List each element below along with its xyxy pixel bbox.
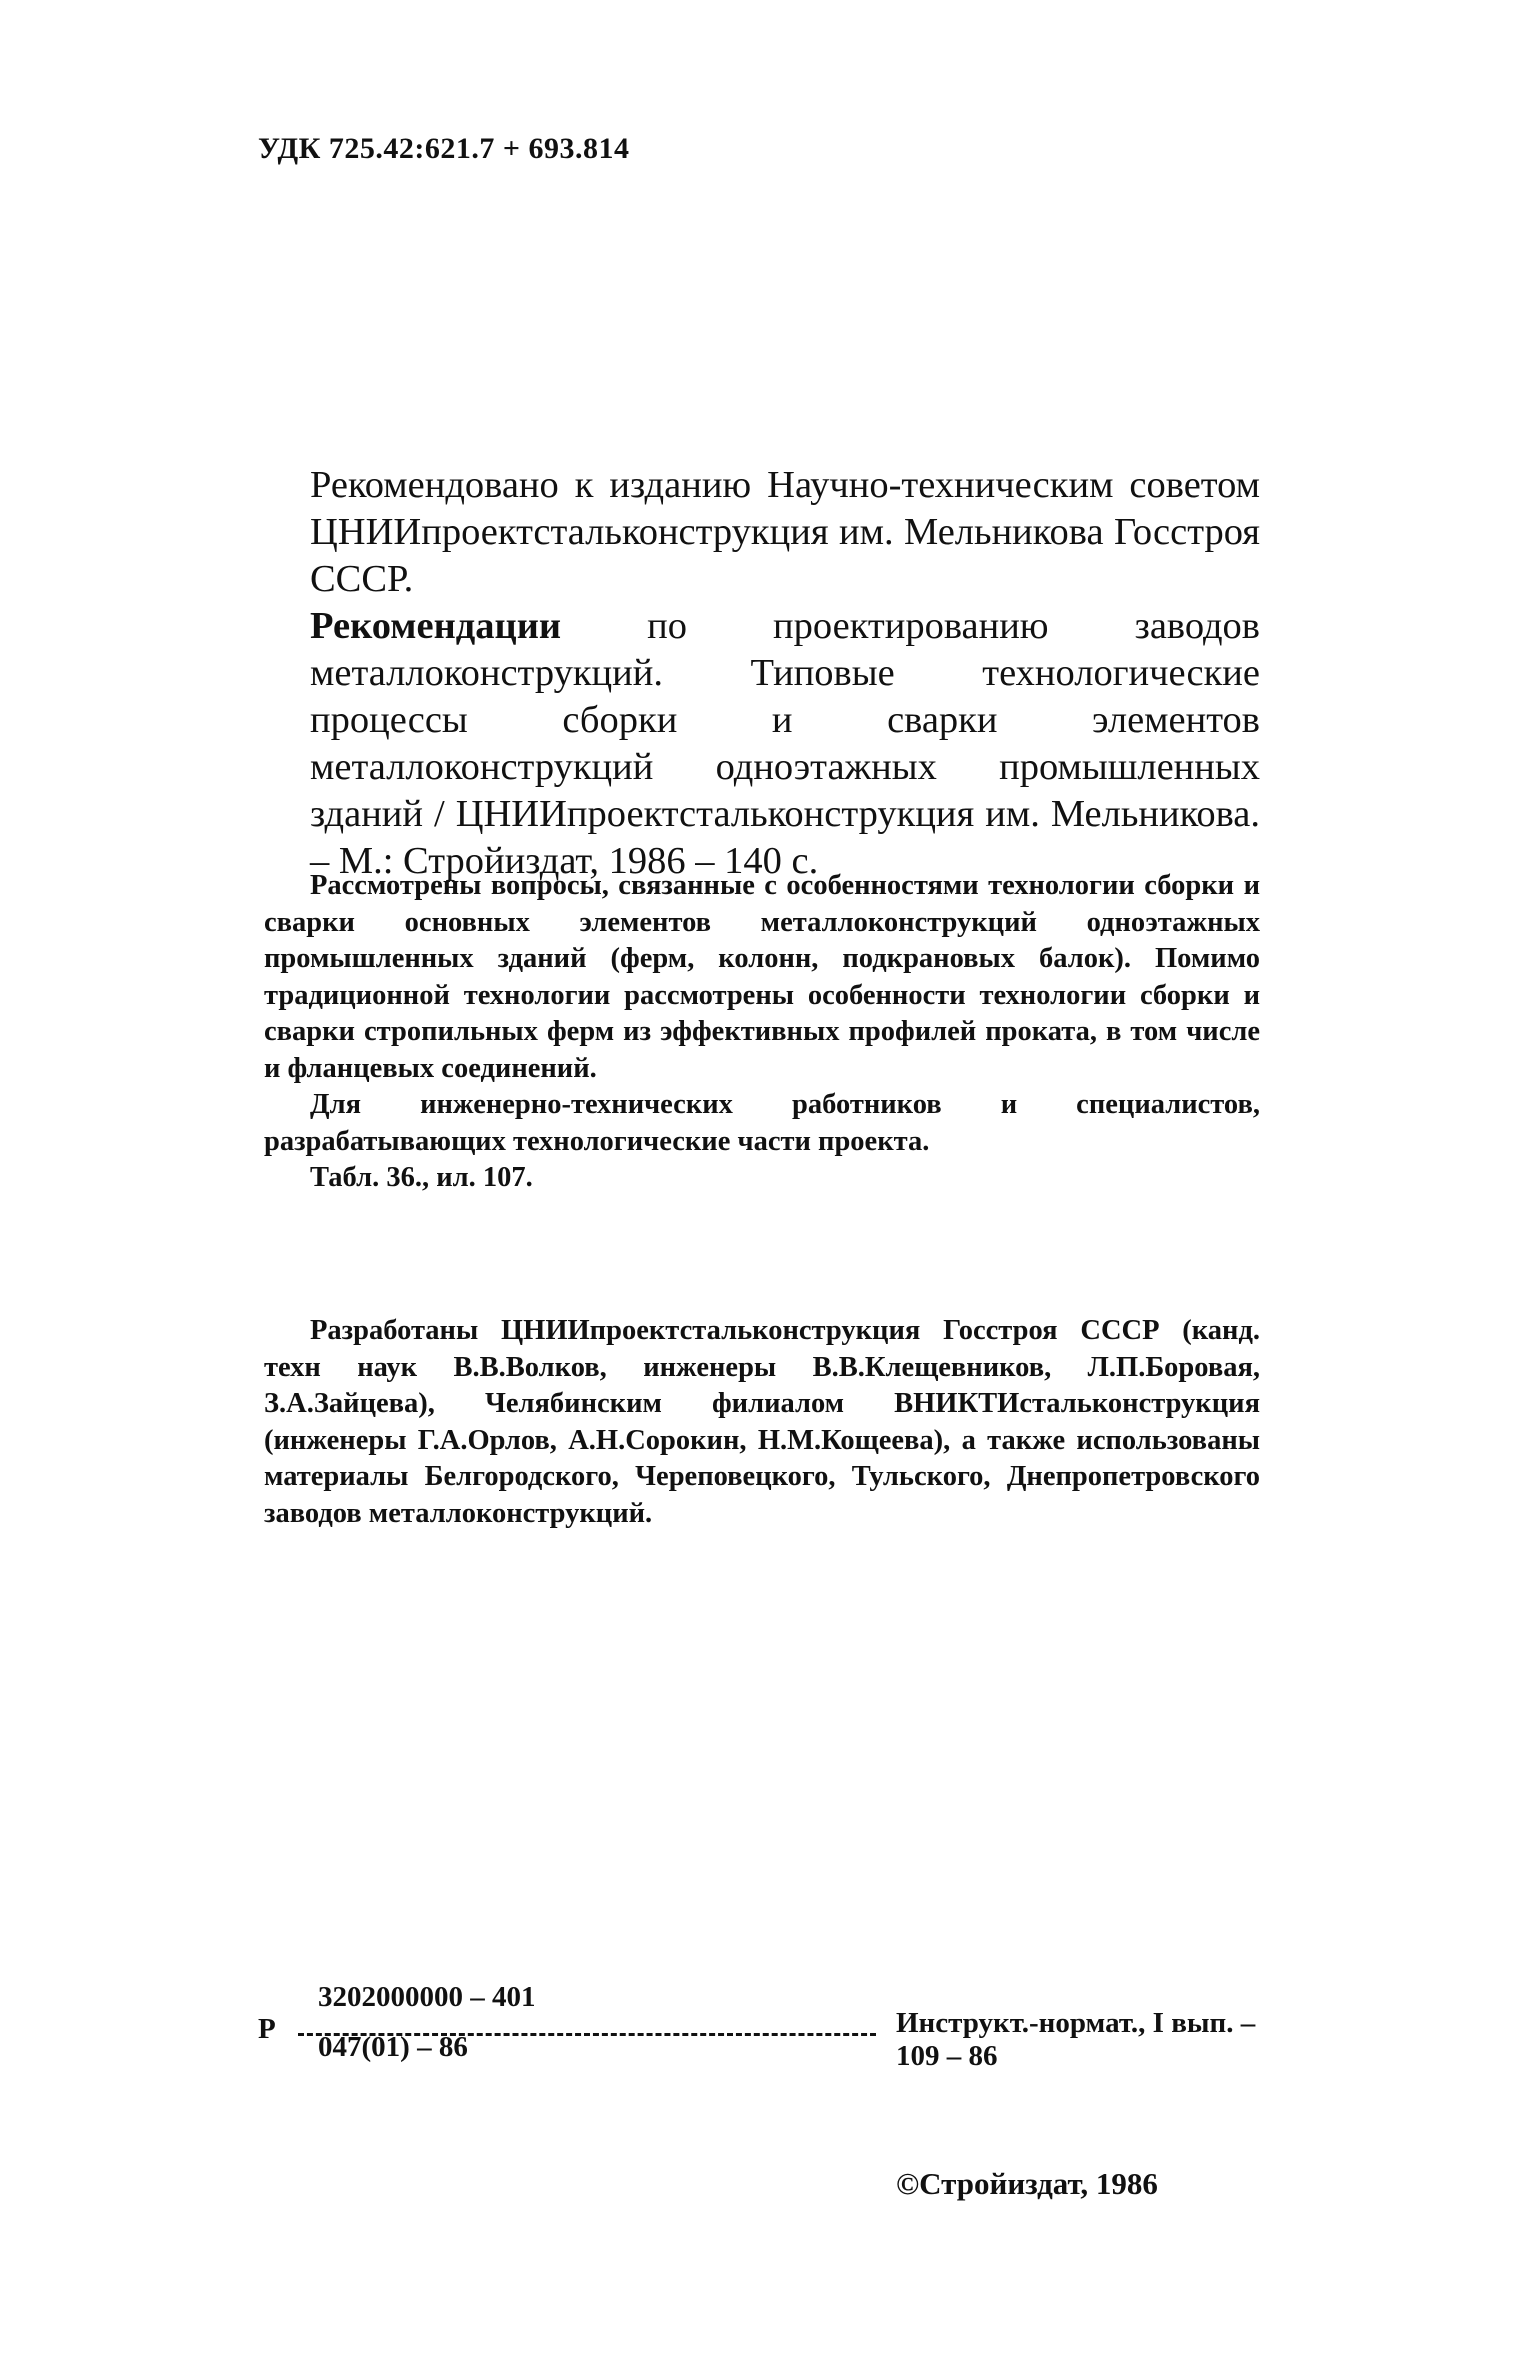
code-numerator: 3202000000 – 401 — [318, 1981, 536, 2013]
title-bold: Рекомендации — [310, 605, 562, 647]
copyright: ©Стройиздат, 1986 — [896, 2166, 1158, 2201]
instruction-code: Инструкт.-нормат., I вып. – 109 – 86 — [896, 2007, 1256, 2072]
bibliographic-description — [310, 603, 1260, 885]
tables-illustrations-count: Табл. 36., ил. 107. — [310, 1162, 533, 1193]
code-denominator: 047(01) – 86 — [318, 2031, 468, 2063]
code-letter: Р — [258, 2013, 276, 2045]
developers-section — [264, 1313, 1260, 1532]
abstract — [264, 868, 1260, 1197]
title-rest: по проектированию заводов металлоконструкций. Типовые технологические процессы сборки и сварки элементов металлоконструкций одноэтажных промышленных зданий / ЦНИИпроектстальконструкция им. Мельникова. – М.: Стройиздат, 1986 – 140 с. — [310, 605, 1260, 882]
abstract-paragraph-1: Рассмотрены вопросы, связанные с особенностями технологии сборки и сварки основных элементов металлоконструкций одноэтажных промышленных зданий (ферм, колонн, подкрановых балок). Помимо традиционной технологии рассмотрены особенности технологии сборки и сварки стропильных ферм из эффективных профилей проката, в том числе и фланцевых соединений. — [264, 870, 1260, 1084]
main-text — [310, 462, 1260, 885]
abstract-paragraph-2: Для инженерно-технических работников и специалистов, разрабатывающих технологические части проекта. — [264, 1089, 1260, 1157]
publication-code — [258, 1981, 1268, 2071]
recommendation-text: Рекомендовано к изданию Научно-техническим советом ЦНИИпроектстальконструкция им. Мельникова Госстроя СССР. — [310, 464, 1260, 600]
developers-text: Разработаны ЦНИИпроектстальконструкция Госстроя СССР (канд. техн наук В.В.Волков, инженеры В.В.Клещевников, Л.П.Боровая, З.А.Зайцева), Челябинским филиалом ВНИКТИстальконструкция (инженеры Г.А.Орлов, А.Н.Сорокин, Н.М.Кощеева), а также использованы материалы Белгородского, Череповецкого, Тульского, Днепропетровского заводов металлоконструкций. — [264, 1315, 1260, 1529]
udk-code: УДК 725.42:621.7 + 693.814 — [258, 132, 630, 165]
